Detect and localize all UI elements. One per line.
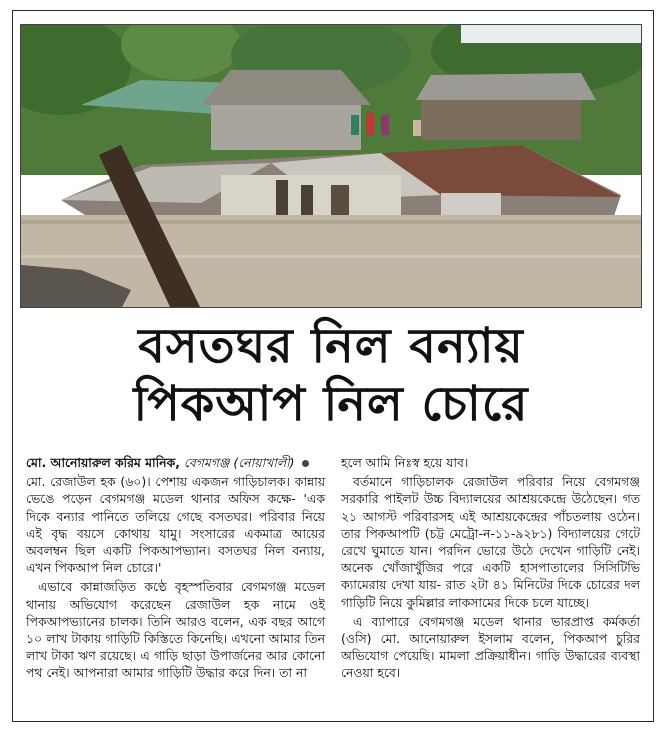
bullet-icon [302,460,309,467]
flood-photo [20,24,642,308]
headline-line-2: পিকআপ নিল চোরে [133,376,529,432]
article-column-2 [341,454,640,716]
headline-line-1: বসতঘর নিল বন্যায় [138,318,524,374]
byline-place: বেগমগঞ্জ (নোয়াখালী) [183,455,295,470]
paragraph: এভাবে কান্নাজড়িত কণ্ঠে বৃহস্পতিবার বেগমগঞ্জ মডেল থানায় অভিযোগ করেছেন রেজাউল হক নামে ওই পিকআপভ্যানের চালক। তিনি আরও বলেন, এক বছর আগে ১০ লাখ টাকায় গাড়িটি কিস্তিতে কিনেছি। এখনো আমার তিন লাখ টাকা ঋণ রয়েছে। এ গাড়ি ছাড়া উপার্জনের আর কোনো পথ নেই। আপনারা আমার গাড়িটি উদ্ধার করে দিন। তা না [26,579,325,681]
byline-name: মো. আনোয়ারুল করিম মানিক, [26,455,180,470]
paragraph: হলে আমি নিঃস্ব হয়ে যাব। [341,455,469,470]
paragraph: মো. রেজাউল হক (৬০)। পেশায় একজন গাড়িচালক। কান্নায় ভেঙে পড়েন বেগমগঞ্জ মডেল থানার অফিস কক্ষে- 'এক দিকে বন্যার পানিতে তলিয়ে গেছে বসতঘর। পরিবার নিয়ে এই বৃদ্ধ বয়সে কোথায় যামু। সংসারের একমাত্র আয়ের অবলম্বন ছিল একটি পিকআপভ্যান। বসতঘর নিল বন্যায়, এখন পিকআপ নিল চোরে।' [26,474,325,576]
paragraph: এ ব্যাপারে বেগমগঞ্জ মডেল থানার ভারপ্রাপ্ত কর্মকর্তা (ওসি) মো. আনোয়ারুল ইসলাম বলেন, পিকআপ চুরির অভিযোগ পেয়েছি। মামলা প্রক্রিয়াধীন। গাড়ি উদ্ধারের ব্যবস্থা নেওয়া হবে। [341,613,640,681]
article-column-1 [26,454,325,716]
flood-photo-icon [21,25,642,308]
paragraph: বর্তমানে গাড়িচালক রেজাউল পরিবার নিয়ে বেগমগঞ্জ সরকারি পাইলট উচ্চ বিদ্যালয়ের আশ্রয়কেন্দ্রে উঠেছেন। গত ২১ আগস্ট পরিবারসহ এই আশ্রয়কেন্দ্রের পাঁচতলায় ওঠেন। তার পিকআপটি (চট্ট মেট্রো-ন-১১-৯২৮১) বিদ্যালয়ের গেটে রেখে ঘুমাতে যান। পরদিন ভোরে উঠে দেখেন গাড়িটি নেই। অনেক খোঁজাখুঁজির পরে একটি হাসপাতালের সিসিটিভি ক্যামেরায় দেখা যায়- রাত ২টা ৪১ মিনিটের দিকে চোরের দল গাড়িটি নিয়ে কুমিল্লার লাকসামের দিকে চলে যাচ্ছে। [341,474,640,610]
byline [26,454,325,471]
article-body [26,454,640,716]
